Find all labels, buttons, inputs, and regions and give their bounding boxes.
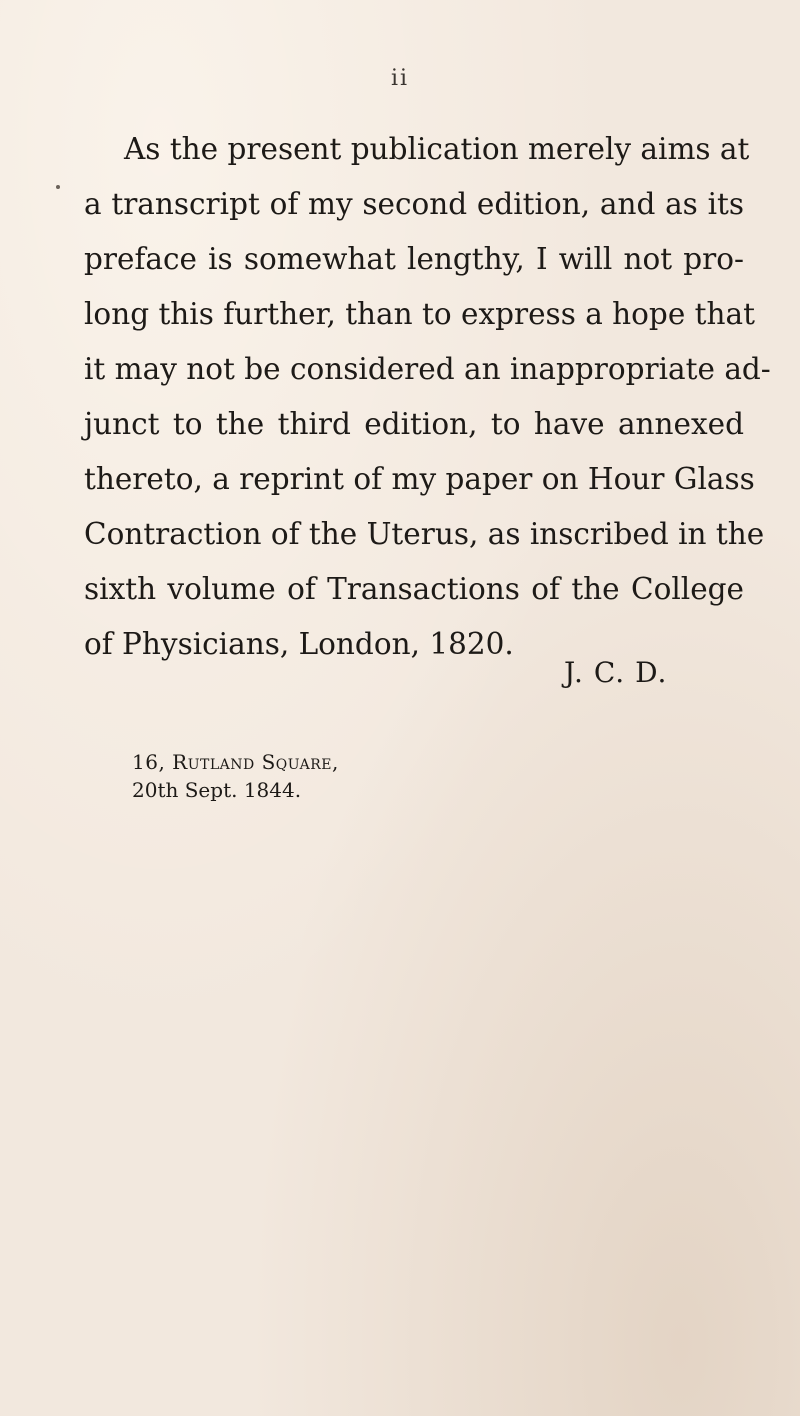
text-line: junct to the third edition, to have annexed — [84, 407, 744, 441]
preface-paragraph — [84, 122, 771, 672]
text-line: of Physicians, London, 1820. — [84, 627, 514, 661]
author-initials: J. C. D. — [564, 656, 668, 689]
text-line: Contraction of the Uterus, as inscribed in the — [84, 517, 765, 551]
text-line: As the present publication merely aims at — [124, 132, 750, 166]
page-number: ii — [390, 66, 410, 91]
text-line: thereto, a reprint of my paper on Hour Glass — [84, 462, 755, 496]
text-line: it may not be considered an inappropriate ad- — [84, 352, 771, 386]
address-date: 20th Sept. 1844. — [132, 778, 302, 802]
text-line: preface is somewhat lengthy, I will not pro- — [84, 242, 744, 276]
text-line: a transcript of my second edition, and as its — [84, 187, 744, 221]
address-street: 16, Rutland Square, — [132, 750, 339, 774]
text-line: long this further, than to express a hope that — [84, 297, 755, 331]
address-block — [132, 748, 339, 804]
margin-dot — [56, 185, 60, 189]
text-line: sixth volume of Transactions of the College — [84, 572, 744, 606]
